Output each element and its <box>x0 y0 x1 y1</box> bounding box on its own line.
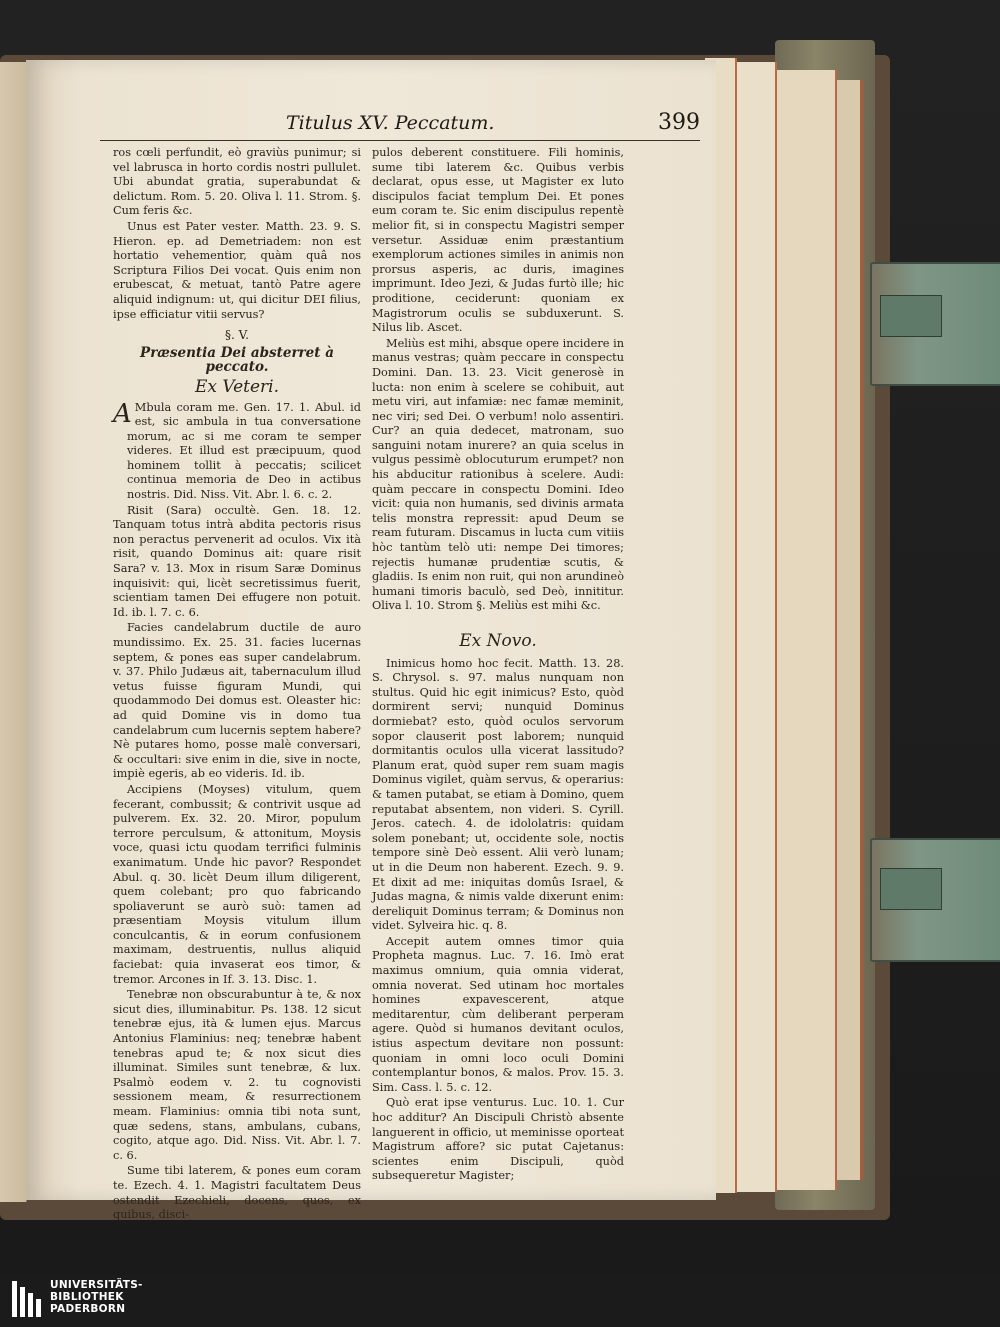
logo-line-3: PADERBORN <box>50 1303 126 1315</box>
section-heading: Præsentia Dei absterret à peccato. <box>140 344 334 376</box>
paragraph: Tenebræ non obscurabuntur à te, & nox sicut dies, illuminabitur. Ps. 138. 12 sicut tenebræ ejus, ità & lumen ejus. Marcus Antonius Flaminius: neq; tenebræ habent tenebras apud te; & nox sicut dies illuminat. Similes sunt tenebræ, & lux. Psalmò eodem v. 2. tu cognovisti sessionem meam, & resurrectionem meam. Flaminius: omnia tibi nota sunt, quæ sedens, stans, ambulans, cubans, cogito, atque ago. Did. Niss. Vit. Abr. l. 7. c. 6. <box>113 988 361 1162</box>
paragraph: Facies candelabrum ductile de auro mundissimo. Ex. 25. 31. facies lucernas septem, & pones eas super candelabrum. v. 37. Philo Judæus ait, tabernaculum illud vetus fuisse figuram Mundi, qui quodammodo Dei domus est. Oleaster hic: ad quid Domine vis in domo tua candelabrum cum lucernis septem habere? Nè putares homo, posse malè conversari, & occultari: sive enim in die, sive in nocte, impiè egeris, ab eo videris. Id. ib. <box>113 621 361 781</box>
paragraph <box>113 398 361 503</box>
clasp-hinge <box>880 295 942 337</box>
library-logo-text <box>50 1279 143 1315</box>
paragraph: Meliùs est mihi, absque opere incidere in manus vestras; quàm peccare in conspectu Domini. Dan. 13. 23. Vicit generosè in lucta: non enim à scelere se cohibuit, aut metu viri, aut infamiæ: nec famæ meminit, nec viri; sed Dei. O verbum! nolo assentiri. Cur? an quia dedecet, matronam, suo sanguini notam inurere? an quia scelus in vulgus pessimè oblocuturum erumpet? non his abducitur rationibus à scelere. Audi: quàm peccare in conspectu Domini. Ideo vicit: quia non humanis, sed divinis armata telis monstra repressit: apud Deum se ream futuram. Discamus in lucta cum vitiis hòc tantùm telò uti: nempe Dei timores; rejectis humanæ prudentiæ scutis, & gladiis. Is enim non ruit, qui non arundineò humani timoris baculò, sed Deò, innititur. Oliva l. 10. Strom §. Meliùs est mihi &c. <box>372 336 624 613</box>
library-footer <box>0 1275 1000 1327</box>
header-rule <box>100 140 700 141</box>
paragraph: Sume tibi laterem, & pones eum coram te. Ezech. 4. 1. Magistri facultatem Deus ostendit Ezechieli, docens, quos, ex quibus, disci- <box>113 1164 361 1222</box>
paragraph-text: Mbula coram me. Gen. 17. 1. Abul. id est, sic ambula in tua conversatione morum, ac si me coram te semper videres. Et illud est præcipuum, quod hominem tollit à peccatis; scilicet continua memoria de Deo in actibus nostris. Did. Niss. Vit. Abr. l. 6. c. 2. <box>127 400 361 502</box>
running-head-title: Titulus XV. Peccatum. <box>286 112 495 134</box>
clasp-hinge <box>880 868 942 910</box>
subsection-heading: Ex Novo. <box>459 631 537 651</box>
logo-line-2: BIBLIOTHEK <box>50 1291 124 1303</box>
paragraph: ros cœli perfundit, eò graviùs punimur; si vel labrusca in horto cordis nostri pullulet. Ubi abundat gratia, superabundat & delictum. Rom. 5. 20. Oliva l. 11. Strom. §. Cum feris &c. <box>113 146 361 218</box>
library-logo-icon <box>12 1281 42 1317</box>
paragraph: Risit (Sara) occultè. Gen. 18. 12. Tanquam totus intrà abdita pectoris risus non peractus pervenerit ad oculos. Vix ità risit, quando Dominus ait: quare risit Sara? v. 13. Mox in risum Saræ Dominus inquisivit: qui, licèt secretissimus fuerit, scientiam tamen Dei effugere non potuit. Id. ib. l. 7. c. 6. <box>113 503 361 619</box>
paragraph: Accipiens (Moyses) vitulum, quem fecerant, combussit; & contrivit usque ad pulverem. Ex. 32. 20. Miror, populum terrore perculsum, & attonitum, Moysis voce, quasi ictu quodam terrifici fulminis exanimatum. Unde hic pavor? Respondet Abul. q. 30. licèt Deum illum diligerent, quem colebant; pro quo fabricando spoliaverunt se aurò suò: tamen ad præsentiam Moysis vitulum illum conculcantis, & in eorum confusionem maximam, destruentis, nullus aliquid faciebat: quia invaserat eos timor, & tremor. Arcones in If. 3. 13. Disc. 1. <box>113 782 361 986</box>
running-head <box>100 112 700 144</box>
paragraph: Quò erat ipse venturus. Luc. 10. 1. Cur hoc additur? An Discipuli Christò absente languerent in officio, ut meminisse oporteat Magistrum affore? sic putat Cajetanus: scientes enim Discipuli, quòd subsequeretur Magister; <box>372 1096 624 1183</box>
left-text-column <box>113 146 361 1224</box>
logo-line-1: UNIVERSITÄTS- <box>50 1279 143 1291</box>
section-number: §. V. <box>224 328 249 343</box>
subsection-heading: Ex Veteri. <box>194 376 280 397</box>
right-text-column <box>372 146 624 1185</box>
paragraph: Unus est Pater vester. Matth. 23. 9. S. Hieron. ep. ad Demetriadem: non est hortatio vehementior, quàm quâ nos Scriptura Filios Dei vocat. Quis enim non erubescat, & metuat, tantò Patre agere aliquid indignum: ut, qui dicitur DEI filius, ipse efficiatur vitii servus? <box>113 219 361 321</box>
drop-initial: A <box>113 398 132 429</box>
paragraph: Inimicus homo hoc fecit. Matth. 13. 28. S. Chrysol. s. 97. malus nunquam non stultus. Quid hic egit inimicus? Esto, quòd dormirent servi; nunquid Dominus dormiebat? esto, quòd oculos servorum sopor clauserit post laborem; nunquid dormitantis oculos ulla vicerat lassitudo? Planum erat, quòd super rem suam magis Dominus vigilet, quàm servus, & operarius: & tamen putabat, se etiam à Domino, quem reputabat absentem, non videri. S. Cyrill. Jeros. catech. 4. de idololatris: quidam solem ponebant; ut, occidente sole, noctis tempore sinè Deò essent. Alii verò lunam; ut in die Deum non haberent. Ezech. 9. 9. Et dixit ad me: iniquitas domûs Israel, & Judas magna, & nimis valde dixerunt enim: dereliquit Dominus terram; & Dominus non videt. Sylveira hic. q. 8. <box>372 656 624 933</box>
paragraph: Accepit autem omnes timor quia Propheta magnus. Luc. 7. 16. Imò erat maximus omnium, quia omnia viderat, omnia noverat. Sed utinam hoc mortales homines expavescerent, atque meditarentur, cùm deliberant perperam agere. Quòd si humanos devitant oculos, istius aspectum devitare non possunt: quoniam in omni loco oculi Domini contemplantur bonos, & malos. Prov. 15. 3. Sim. Cass. l. 5. c. 12. <box>372 934 624 1094</box>
facing-page-sliver <box>0 62 27 1202</box>
paragraph: pulos deberent constituere. Fili hominis, sume tibi laterem &c. Quibus verbis declarat, opus esse, ut Magister ex luto discipulos faciat templum Dei. Et pones eum coram te. Sic enim discipulus repentè melior fit, si in conspectu Magistri semper versetur. Assiduæ enim præstantium exemplorum actiones similes in animis non prorsus asperis, ac duris, imagines imprimunt. Ideo Jezi, & Judas furtò ille; hic proditione, ceciderunt: quoniam ex Magistrorum oculis se subduxerunt. S. Nilus lib. Ascet. <box>372 146 624 335</box>
page-number: 399 <box>658 110 700 135</box>
